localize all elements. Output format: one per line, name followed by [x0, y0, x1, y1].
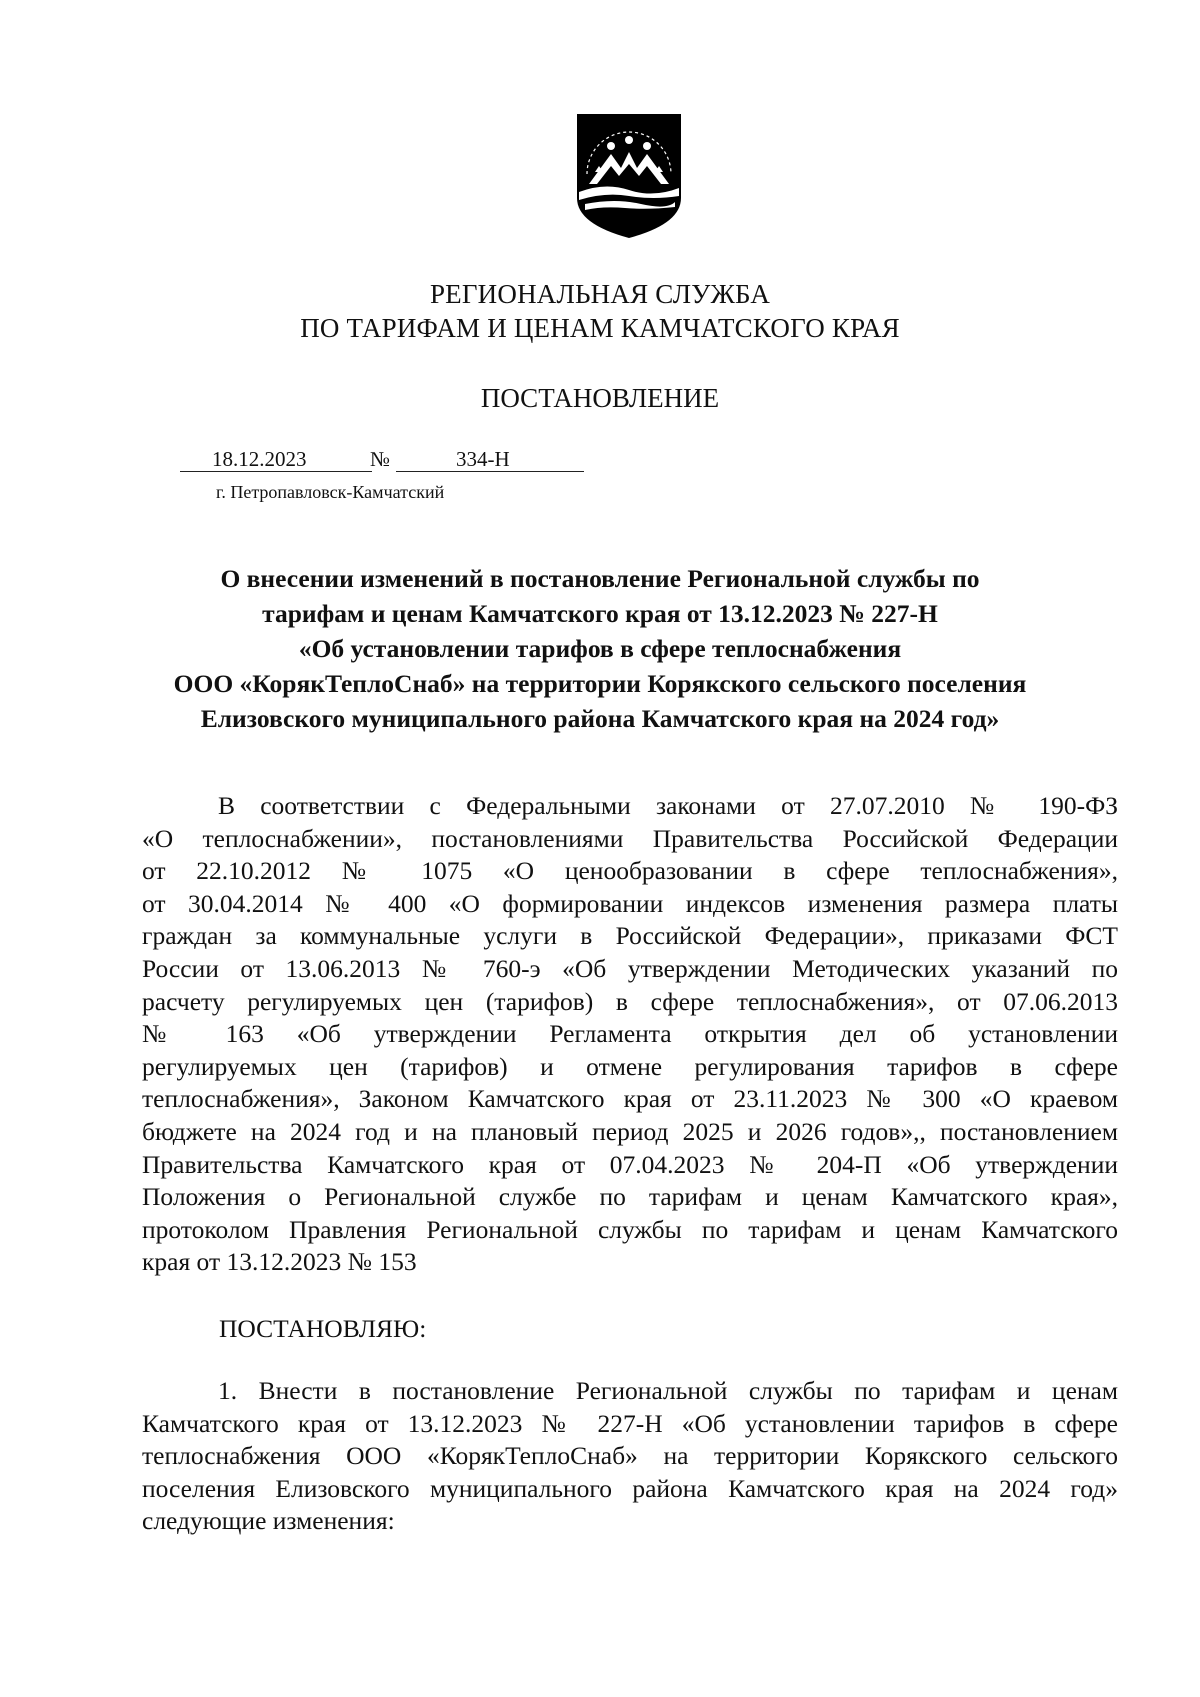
city-name: г. Петропавловск-Камчатский	[216, 482, 445, 502]
heading-line: Елизовского муниципального района Камчатского края на 2024 год»	[200, 704, 1000, 733]
number-underline	[396, 471, 584, 472]
document-number: 334-Н	[456, 447, 510, 471]
text-line: теплоснабжения ООО «КорякТеплоСнаб» на территории Корякского сельского	[142, 1441, 1118, 1471]
text-line: бюджете на 2024 год и на плановый период 2025 и 2026 годов»,, постановлением	[142, 1116, 1118, 1146]
item-1-paragraph	[142, 1375, 1118, 1538]
text-line: протоколом Правления Региональной службы по тарифам и ценам Камчатского	[142, 1214, 1118, 1244]
preamble-paragraph	[142, 790, 1118, 1279]
text-line: поселения Елизовского муниципального района Камчатского края на 2024 год»	[142, 1473, 1118, 1503]
text-line: от 30.04.2014 № 400 «О формировании индексов изменения размера платы	[142, 888, 1118, 918]
text-line: регулируемых цен (тарифов) и отмене регулирования тарифов в сфере	[142, 1051, 1118, 1081]
date-underline	[180, 471, 372, 472]
text-line: Положения о Региональной службе по тарифам и ценам Камчатского края»,	[142, 1182, 1118, 1212]
text-line: Камчатского края от 13.12.2023 № 227-Н «Об установлении тарифов в сфере	[142, 1408, 1118, 1438]
heading-line: тарифам и ценам Камчатского края от 13.12.2023 № 227-Н	[262, 599, 938, 628]
text-line: Правительства Камчатского края от 07.04.2023 № 204-П «Об утверждении	[142, 1149, 1118, 1179]
text-line: края от 13.12.2023 № 153	[142, 1247, 417, 1277]
text-line: 1. Внести в постановление Региональной службы по тарифам и ценам	[218, 1376, 1118, 1405]
kamchatka-emblem-icon	[575, 112, 683, 240]
text-line: В соответствии с Федеральными законами от 27.07.2010 № 190-ФЗ	[218, 791, 1118, 820]
organization-title-line-1: РЕГИОНАЛЬНАЯ СЛУЖБА	[429, 279, 771, 309]
number-sign: №	[370, 447, 391, 471]
organization-title	[0, 277, 1200, 345]
text-line: России от 13.06.2013 № 760-э «Об утверждении Методических указаний по	[142, 953, 1118, 983]
text-line: теплоснабжения», Законом Камчатского края от 23.11.2023 № 300 «О краевом	[142, 1084, 1118, 1114]
text-line: от 22.10.2012 № 1075 «О ценообразовании в сфере теплоснабжения»,	[142, 856, 1118, 886]
heading-line: О внесении изменений в постановление Региональной службы по	[220, 564, 980, 593]
heading-line: ООО «КорякТеплоСнаб» на территории Корякского сельского поселения	[173, 669, 1027, 698]
text-line: «О теплоснабжении», постановлениями Правительства Российской Федерации	[142, 823, 1118, 853]
resolve-heading: ПОСТАНОВЛЯЮ:	[219, 1314, 427, 1343]
document-heading	[130, 561, 1070, 736]
text-line: № 163 «Об утверждении Регламента открытия дел об установлении	[142, 1019, 1118, 1049]
organization-title-line-2: ПО ТАРИФАМ И ЦЕНАМ КАМЧАТСКОГО КРАЯ	[300, 313, 900, 343]
document-date: 18.12.2023	[212, 447, 307, 471]
document-type: ПОСТАНОВЛЕНИЕ	[480, 383, 720, 413]
heading-line: «Об установлении тарифов в сфере теплоснабжения	[298, 634, 902, 663]
text-line: расчету регулируемых цен (тарифов) в сфере теплоснабжения», от 07.06.2013	[142, 986, 1118, 1016]
text-line: граждан за коммунальные услуги в Российской Федерации», приказами ФСТ	[142, 921, 1118, 951]
text-line: следующие изменения:	[142, 1506, 395, 1536]
